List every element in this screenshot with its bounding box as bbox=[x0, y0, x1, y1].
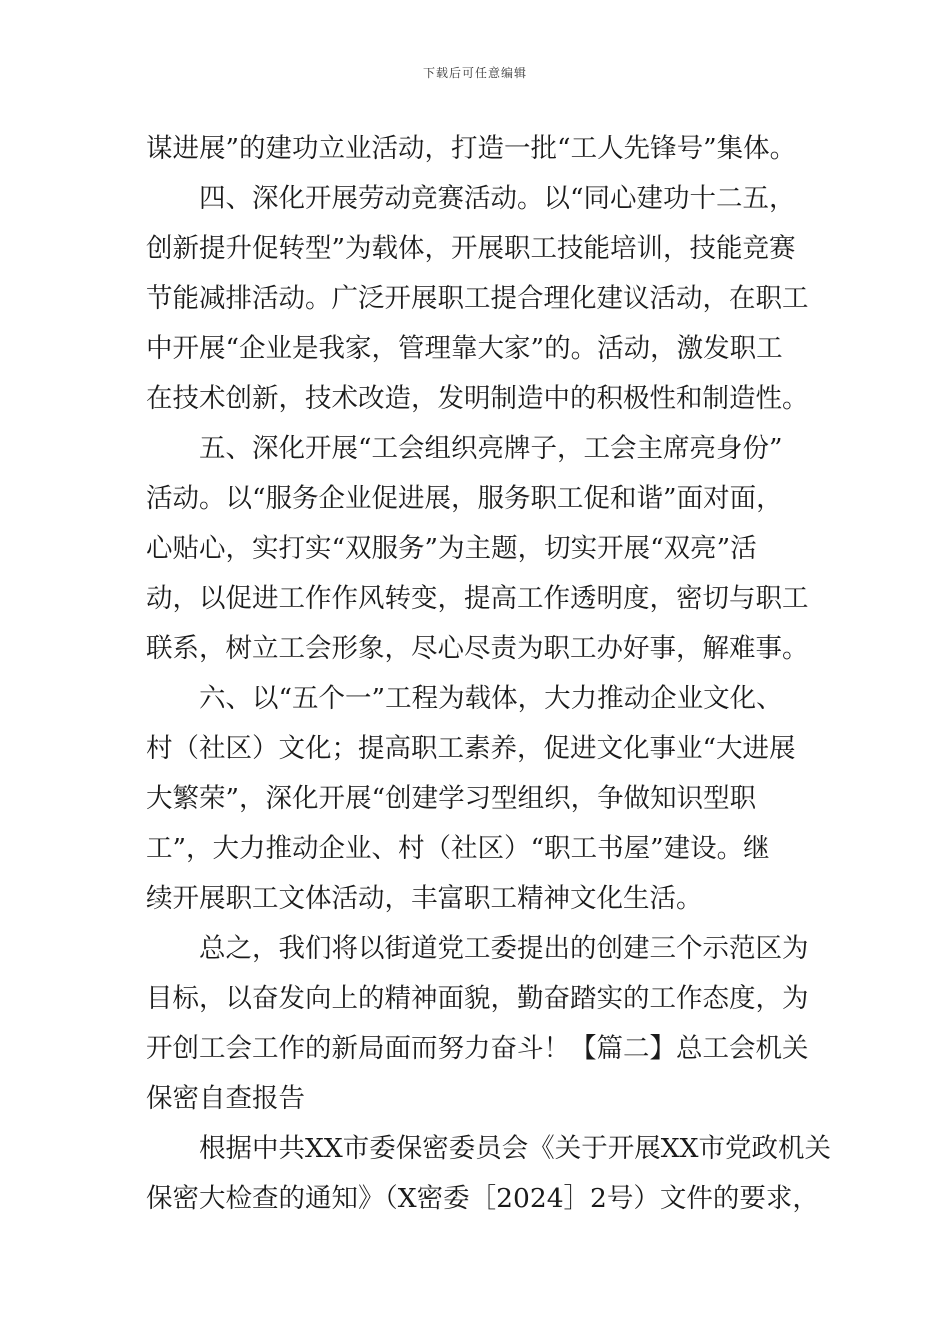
text-line: 心贴心，实打实“双服务”为主题，切实开展“双亮”活 bbox=[146, 533, 757, 564]
text-line: 动，以促进工作作风转变，提高工作透明度，密切与职工 bbox=[146, 583, 809, 614]
text-line: 村（社区）文化；提高职工素养，促进文化事业“大进展 bbox=[146, 733, 796, 764]
text-line: 节能减排活动。广泛开展职工提合理化建议活动，在职工 bbox=[146, 283, 809, 314]
text-line: 工”，大力推动企业、村（社区）“职工书屋”建设。继 bbox=[146, 833, 770, 864]
text-line: 保密自查报告 bbox=[146, 1083, 305, 1114]
text-line: 大繁荣”，深化开展“创建学习型组织，争做知识型职 bbox=[146, 783, 757, 814]
text-line: 活动。以“服务企业促进展，服务职工促和谐”面对面， bbox=[146, 483, 783, 514]
text-line: 创新提升促转型”为载体，开展职工技能培训，技能竞赛 bbox=[146, 233, 796, 264]
text-line: 在技术创新，技术改造，发明制造中的积极性和制造性。 bbox=[146, 383, 809, 414]
document-body bbox=[146, 124, 831, 1224]
text-line: 联系，树立工会形象，尽心尽责为职工办好事，解难事。 bbox=[146, 633, 809, 664]
text-line: 续开展职工文体活动，丰富职工精神文化生活。 bbox=[146, 883, 703, 914]
text-line: 保密大检查的通知》（X密委［2024］2号）文件的要求， bbox=[146, 1183, 819, 1214]
text-line: 根据中共XX市委保密委员会《关于开展XX市党政机关 bbox=[199, 1133, 831, 1164]
text-line: 开创工会工作的新局面而努力奋斗！【篇二】总工会机关 bbox=[146, 1033, 809, 1064]
text-line: 五、深化开展“工会组织亮牌子，工会主席亮身份” bbox=[199, 433, 783, 464]
text-line: 四、深化开展劳动竞赛活动。以“同心建功十二五， bbox=[199, 183, 796, 214]
text-line: 总之，我们将以街道党工委提出的创建三个示范区为 bbox=[199, 933, 809, 964]
text-line: 目标，以奋发向上的精神面貌，勤奋踏实的工作态度，为 bbox=[146, 983, 809, 1014]
text-line: 中开展“企业是我家，管理靠大家”的。活动，激发职工 bbox=[146, 333, 783, 364]
page-header: 下载后可任意编辑 bbox=[422, 66, 527, 80]
text-line: 六、以“五个一”工程为载体，大力推动企业文化、 bbox=[199, 683, 783, 714]
text-line: 谋进展”的建功立业活动，打造一批“工人先锋号”集体。 bbox=[146, 133, 797, 164]
